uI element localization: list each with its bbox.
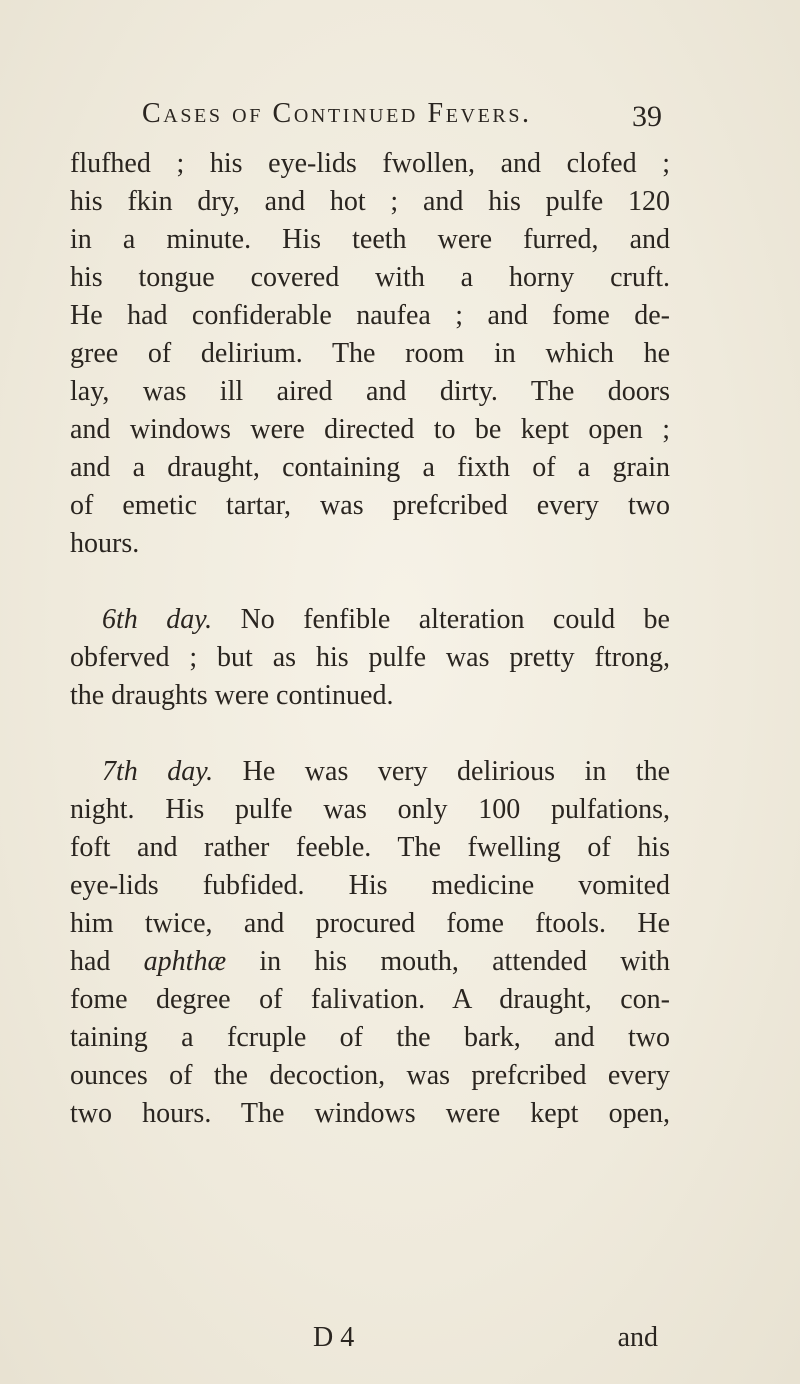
text-line: eye-lids fubfided. His medicine vomited — [70, 870, 670, 901]
running-title: Cases of Continued Fevers. — [142, 98, 532, 129]
paragraph-7th-day — [70, 753, 670, 1133]
day-label: 6th day. — [102, 604, 213, 635]
text-line: and a draught, containing a fixth of a grain — [70, 452, 670, 483]
day-label: 7th day. — [102, 756, 214, 787]
text-line: obferved ; but as his pulfe was pretty ftrong, — [70, 642, 670, 673]
paragraph-6th-day — [70, 601, 670, 715]
signature-mark: D 4 — [313, 1322, 355, 1353]
paragraph-continuation — [70, 145, 670, 563]
text-line: taining a fcruple of the bark, and two — [70, 1022, 670, 1053]
text-line: his tongue covered with a horny cruft. — [70, 262, 670, 293]
text-line: in a minute. His teeth were furred, and — [70, 224, 670, 255]
text-line: fome degree of falivation. A draught, con- — [70, 984, 670, 1015]
text-line: and windows were directed to be kept open ; — [70, 414, 670, 445]
text-line: He had confiderable naufea ; and fome de- — [70, 300, 670, 331]
text-line: night. His pulfe was only 100 pulfations, — [70, 794, 670, 825]
text-line: of emetic tartar, was prefcribed every two — [70, 490, 670, 521]
text-line — [70, 753, 670, 791]
page-footer — [70, 1322, 670, 1360]
text-line: foft and rather feeble. The fwelling of his — [70, 832, 670, 863]
catchword: and — [617, 1322, 658, 1353]
text-line: flufhed ; his eye-lids fwollen, and clofed ; — [70, 148, 670, 179]
italic-term: aphthæ — [143, 946, 227, 977]
text-line: him twice, and procured fome ftools. He — [70, 908, 670, 939]
text-line: gree of delirium. The room in which he — [70, 338, 670, 369]
text-run: No fenfible alteration could be — [240, 604, 670, 635]
text-line — [70, 601, 670, 639]
text-line: lay, was ill aired and dirty. The doors — [70, 376, 670, 407]
text-line — [70, 943, 670, 981]
text-line: the draughts were continued. — [70, 680, 394, 711]
page-number: 39 — [632, 100, 662, 133]
text-run: in his mouth, attended with — [226, 946, 670, 977]
text-line: his fkin dry, and hot ; and his pulfe 120 — [70, 186, 670, 217]
text-run: He was very delirious in the — [242, 756, 671, 787]
text-line: two hours. The windows were kept open, — [70, 1098, 670, 1129]
text-run: had — [70, 946, 144, 977]
text-line: ounces of the decoction, was prefcribed every — [70, 1060, 670, 1091]
body-text — [70, 145, 670, 1133]
running-head — [142, 98, 662, 138]
text-line: hours. — [70, 528, 140, 559]
